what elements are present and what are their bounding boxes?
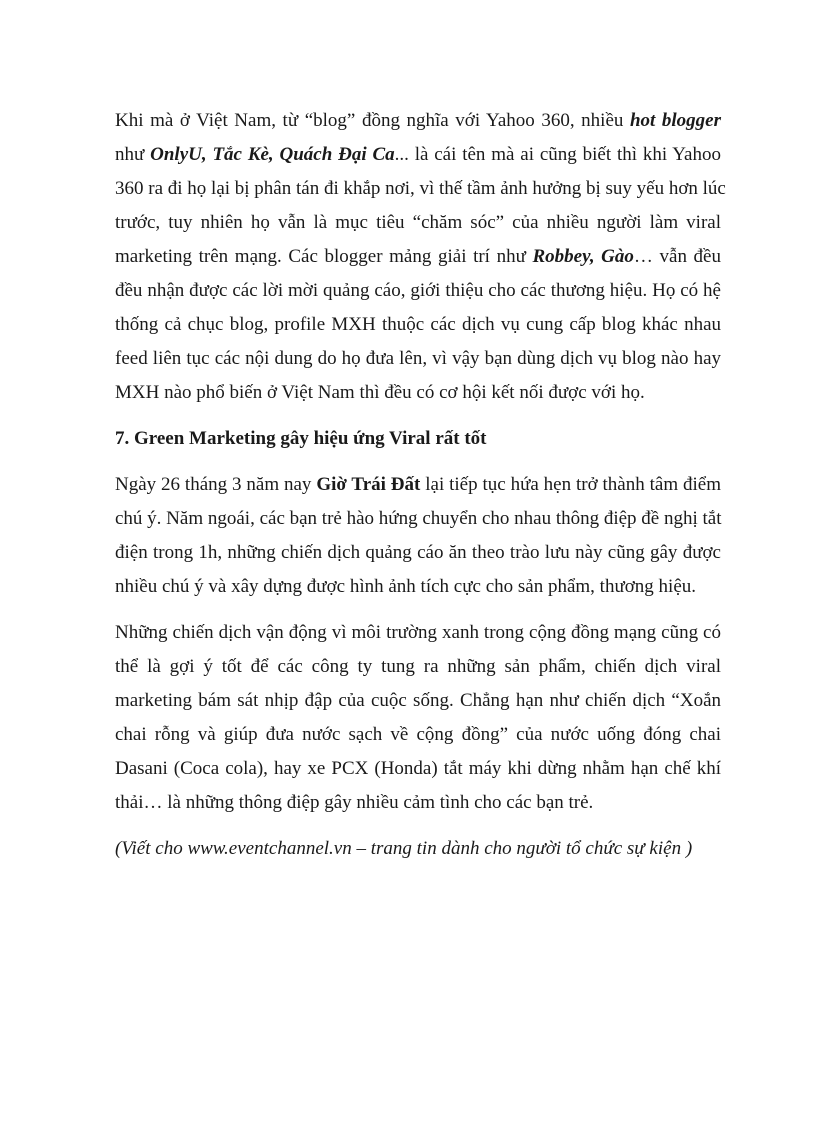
text-line: điện trong 1h, những chiến dịch quảng cáo ăn theo trào lưu này cũng gây được	[115, 542, 721, 563]
emphasis-entertainment-bloggers: Robbey, Gào	[532, 246, 634, 267]
text-line: chai rỗng và giúp đưa nước sạch về cộng đồng” của nước uống đóng chai	[115, 724, 721, 745]
paragraph-earth-hour	[115, 468, 721, 604]
text-line: Khi mà ở Việt Nam, từ “blog” đồng nghĩa với Yahoo 360, nhiều hot blogger	[115, 110, 721, 131]
emphasis-earth-hour: Giờ Trái Đất	[316, 474, 421, 495]
text-line: như OnlyU, Tắc Kè, Quách Đại Ca... là cái tên mà ai cũng biết thì khi Yahoo	[115, 144, 721, 165]
document-page	[115, 104, 726, 866]
paragraph-blogger	[115, 104, 726, 410]
emphasis-hot-blogger: hot blogger	[629, 110, 721, 131]
text-line: marketing bám sát nhịp đập của cuộc sống. Chẳng hạn như chiến dịch “Xoắn	[115, 690, 721, 711]
text-line: Dasani (Coca cola), hay xe PCX (Honda) tắt máy khi dừng nhằm hạn chế khí	[115, 758, 721, 779]
text-line: chú ý. Năm ngoái, các bạn trẻ hào hứng chuyển cho nhau thông điệp đề nghị tắt	[115, 508, 722, 529]
text-line: đều nhận được các lời mời quảng cáo, giới thiệu cho các thương hiệu. Họ có hệ	[115, 280, 721, 301]
text-line: MXH nào phổ biến ở Việt Nam thì đều có cơ hội kết nối được với họ.	[115, 382, 645, 403]
source-footnote: (Viết cho www.eventchannel.vn – trang tin dành cho người tổ chức sự kiện )	[115, 838, 693, 859]
text-line: Ngày 26 tháng 3 năm nay Giờ Trái Đất lại tiếp tục hứa hẹn trở thành tâm điểm	[115, 474, 721, 495]
text-line: Những chiến dịch vận động vì môi trường xanh trong cộng đồng mạng cũng có	[115, 622, 721, 643]
text-line: trước, tuy nhiên họ vẫn là mục tiêu “chăm sóc” của nhiều người làm viral	[115, 212, 721, 233]
text-line: feed liên tục các nội dung do họ đưa lên, vì vậy bạn dùng dịch vụ blog nào hay	[115, 348, 721, 369]
text-line: 360 ra đi họ lại bị phân tán đi khắp nơi, vì thế tầm ảnh hưởng bị suy yếu hơn lúc	[115, 178, 726, 199]
paragraph-green-campaigns	[115, 616, 721, 820]
emphasis-blogger-names: OnlyU, Tắc Kè, Quách Đại Ca	[150, 144, 395, 165]
text-line: thống cả chục blog, profile MXH thuộc các dịch vụ cung cấp blog khác nhau	[115, 314, 721, 335]
text-line: marketing trên mạng. Các blogger mảng giải trí như Robbey, Gào… vẫn đều	[115, 246, 721, 267]
text-line: thể là gợi ý tốt để các công ty tung ra những sản phẩm, chiến dịch viral	[115, 656, 721, 677]
text-line: thải… là những thông điệp gây nhiều cảm tình cho các bạn trẻ.	[115, 792, 594, 813]
section-heading: 7. Green Marketing gây hiệu ứng Viral rất tốt	[115, 428, 487, 449]
text-line: nhiều chú ý và xây dựng được hình ảnh tích cực cho sản phẩm, thương hiệu.	[115, 576, 697, 597]
